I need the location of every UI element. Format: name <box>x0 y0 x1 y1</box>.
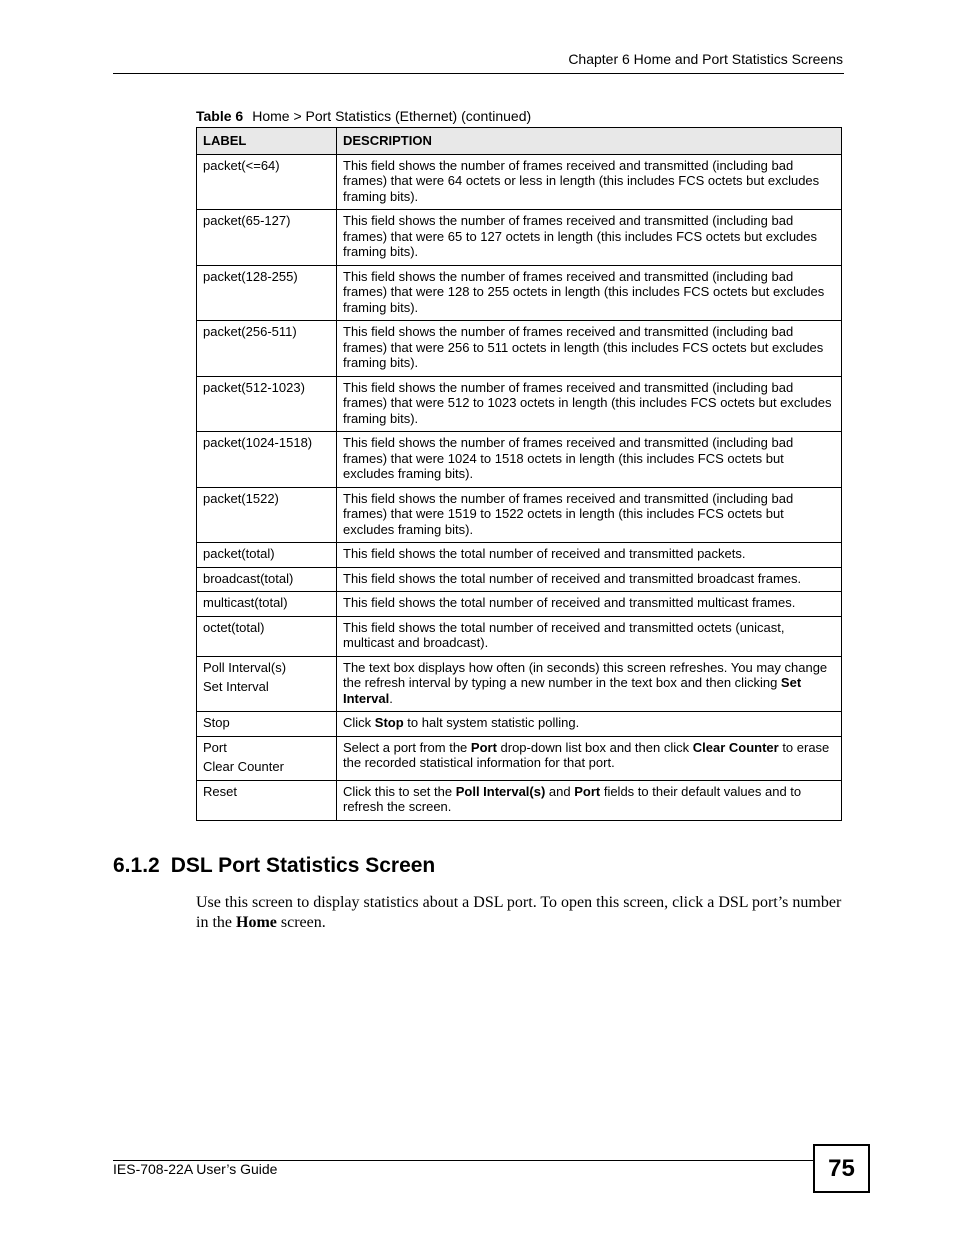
table-row <box>197 592 842 617</box>
table-header-row <box>197 128 842 155</box>
desc-text: The text box displays how often (in seconds) this screen refreshes. You may change the refresh interval by typing a new number in the text box and then clicking <box>343 659 828 690</box>
row-description: This field shows the number of frames received and transmitted (including bad frames) that were 256 to 511 octets in length (this includes FCS octets but excludes framing bits). <box>337 321 842 377</box>
row-description: This field shows the total number of received and transmitted octets (unicast, multicast and broadcast). <box>337 616 842 656</box>
desc-term: Set Interval <box>343 675 802 706</box>
desc-text: Select a port from the <box>343 739 471 755</box>
paragraph-text: screen. <box>276 914 326 931</box>
row-label-text: Set Interval <box>203 679 269 694</box>
row-label-text: Poll Interval(s) <box>203 659 287 675</box>
page-number: 75 <box>813 1144 870 1193</box>
row-description: This field shows the number of frames received and transmitted (including bad frames) that were 128 to 255 octets in length (this includes FCS octets but excludes framing bits). <box>337 265 842 321</box>
row-description: This field shows the number of frames received and transmitted (including bad frames) that were 512 to 1023 octets in length (this includes FCS octets but excludes framing bits). <box>337 376 842 432</box>
row-label: broadcast(total) <box>197 567 337 592</box>
desc-term: Stop <box>374 715 404 730</box>
table-row <box>197 154 842 210</box>
desc-text: . <box>389 690 393 706</box>
desc-text: Click <box>343 715 375 730</box>
row-label: Stop <box>197 712 337 737</box>
row-label: packet(<=64) <box>197 154 337 210</box>
row-description: This field shows the number of frames received and transmitted (including bad frames) that were 65 to 127 octets in length (this includes FCS octets but excludes framing bits). <box>337 210 842 266</box>
row-label <box>197 656 337 712</box>
table-row <box>197 265 842 321</box>
table-body <box>197 154 842 656</box>
table-row <box>197 567 842 592</box>
table-row <box>197 736 842 780</box>
row-description <box>337 780 842 820</box>
desc-text: fields to their default values and to refresh the screen. <box>343 783 802 814</box>
table-row <box>197 487 842 543</box>
row-label: packet(65-127) <box>197 210 337 266</box>
table-body-actions <box>197 656 842 820</box>
row-description: This field shows the number of frames received and transmitted (including bad frames) that were 1024 to 1518 octets in length (this includes FCS octets but excludes framing bits). <box>337 432 842 488</box>
paragraph-term: Home <box>236 914 277 931</box>
row-label: packet(128-255) <box>197 265 337 321</box>
row-label: packet(total) <box>197 543 337 568</box>
row-description: This field shows the total number of received and transmitted packets. <box>337 543 842 568</box>
table-row <box>197 780 842 820</box>
row-description <box>337 736 842 780</box>
row-label: packet(512-1023) <box>197 376 337 432</box>
row-label: octet(total) <box>197 616 337 656</box>
desc-term: Clear Counter <box>692 739 779 755</box>
table-number: Table 6 <box>196 108 244 124</box>
table-row <box>197 321 842 377</box>
desc-text: drop-down list box and then click <box>496 739 693 755</box>
row-description: This field shows the total number of received and transmitted multicast frames. <box>337 592 842 617</box>
section-title: DSL Port Statistics Screen <box>170 854 436 877</box>
row-description: This field shows the total number of received and transmitted broadcast frames. <box>337 567 842 592</box>
section-number: 6.1.2 <box>113 854 160 877</box>
desc-term: Poll Interval(s) <box>455 783 546 799</box>
row-label: packet(256-511) <box>197 321 337 377</box>
table-row <box>197 432 842 488</box>
table-row <box>197 656 842 712</box>
row-label-text: Clear Counter <box>203 759 284 774</box>
section-paragraph <box>196 893 842 933</box>
row-description: This field shows the number of frames received and transmitted (including bad frames) that were 1519 to 1522 octets in length (this includes FCS octets but excludes framing bits). <box>337 487 842 543</box>
table-title: Home > Port Statistics (Ethernet) (continued) <box>252 108 532 124</box>
desc-text: to halt system statistic polling. <box>403 715 580 730</box>
desc-text: Click this to set the <box>343 783 456 799</box>
desc-text: and <box>545 783 575 799</box>
paragraph-text: Use this screen to display statistics about a DSL port. To open this screen, click a DSL port’s number in the <box>196 894 842 931</box>
table-row <box>197 543 842 568</box>
description-column-header: DESCRIPTION <box>337 128 842 155</box>
table-row <box>197 712 842 737</box>
label-column-header: LABEL <box>197 128 337 155</box>
table-caption <box>196 108 531 124</box>
table-row <box>197 210 842 266</box>
footer-guide-title: IES-708-22A User’s Guide <box>113 1161 278 1177</box>
port-statistics-table <box>196 127 842 821</box>
table-row <box>197 616 842 656</box>
running-header: Chapter 6 Home and Port Statistics Screens <box>568 51 843 67</box>
row-description <box>337 712 842 737</box>
row-label: packet(1024-1518) <box>197 432 337 488</box>
section-heading <box>113 854 435 878</box>
row-label: multicast(total) <box>197 592 337 617</box>
header-rule <box>113 73 844 74</box>
row-label: Reset <box>197 780 337 820</box>
row-description: This field shows the number of frames received and transmitted (including bad frames) that were 64 octets or less in length (this includes FCS octets but excludes framing bits). <box>337 154 842 210</box>
row-label-text: Port <box>203 739 227 755</box>
row-label: packet(1522) <box>197 487 337 543</box>
desc-text: to erase the recorded statistical information for that port. <box>343 739 830 770</box>
desc-term: Port <box>470 739 497 755</box>
table-row <box>197 376 842 432</box>
desc-term: Port <box>574 783 601 799</box>
row-label <box>197 736 337 780</box>
row-description <box>337 656 842 712</box>
